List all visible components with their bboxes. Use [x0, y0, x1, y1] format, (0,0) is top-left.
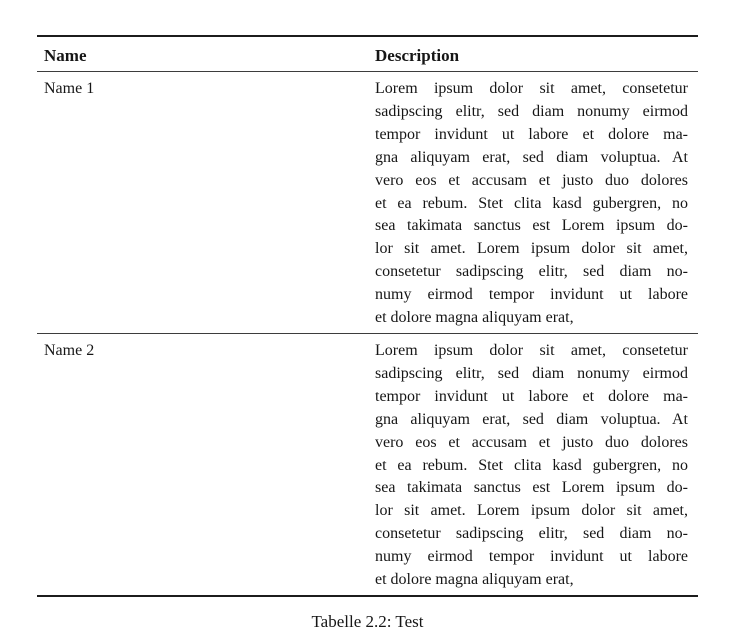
text-line: tempor invidunt ut labore et dolore ma-: [375, 387, 688, 405]
text-line: consetetur sadipscing elitr, sed diam no-: [375, 525, 688, 543]
text-line: et dolore magna aliquyam erat,: [375, 309, 574, 327]
text-line: lor sit amet. Lorem ipsum dolor sit amet,: [375, 240, 688, 258]
table-row-1: [37, 72, 698, 333]
text-line: et ea rebum. Stet clita kasd gubergren, no: [375, 194, 688, 212]
table-row-2: [37, 334, 698, 595]
table-caption: Tabelle 2.2: Test: [311, 611, 424, 631]
text-line: vero eos et accusam et justo duo dolores: [375, 433, 688, 451]
text-line: numy eirmod tempor invidunt ut labore: [375, 548, 688, 566]
text-line: sea takimata sanctus est Lorem ipsum do-: [375, 479, 688, 497]
text-line: numy eirmod tempor invidunt ut labore: [375, 286, 688, 304]
text-line: et ea rebum. Stet clita kasd gubergren, no: [375, 456, 688, 474]
text-line: gna aliquyam erat, sed diam voluptua. At: [375, 148, 688, 166]
column-header-name: Name: [44, 46, 87, 65]
text-line: sea takimata sanctus est Lorem ipsum do-: [375, 217, 688, 235]
table-header-row: [37, 37, 698, 71]
row-1-name-cell: Name 1: [44, 80, 95, 97]
row-2-description-cell: [375, 340, 688, 592]
text-line: Lorem ipsum dolor sit amet, consetetur: [375, 341, 688, 359]
text-line: gna aliquyam erat, sed diam voluptua. At: [375, 410, 688, 428]
text-line: tempor invidunt ut labore et dolore ma-: [375, 125, 688, 143]
table-bottom-rule: [37, 595, 698, 597]
text-line: vero eos et accusam et justo duo dolores: [375, 171, 688, 189]
data-table: [37, 35, 698, 633]
row-1-description-cell: [375, 78, 688, 330]
row-2-name-cell: Name 2: [44, 341, 95, 359]
text-line: consetetur sadipscing elitr, sed diam no-: [375, 263, 688, 281]
text-line: lor sit amet. Lorem ipsum dolor sit amet,: [375, 502, 688, 520]
text-line: et dolore magna aliquyam erat,: [375, 571, 574, 589]
text-line: sadipscing elitr, sed diam nonumy eirmod: [375, 364, 688, 382]
column-header-description: Description: [375, 46, 460, 65]
text-line: Lorem ipsum dolor sit amet, consetetur: [375, 80, 688, 97]
text-line: sadipscing elitr, sed diam nonumy eirmod: [375, 102, 688, 120]
